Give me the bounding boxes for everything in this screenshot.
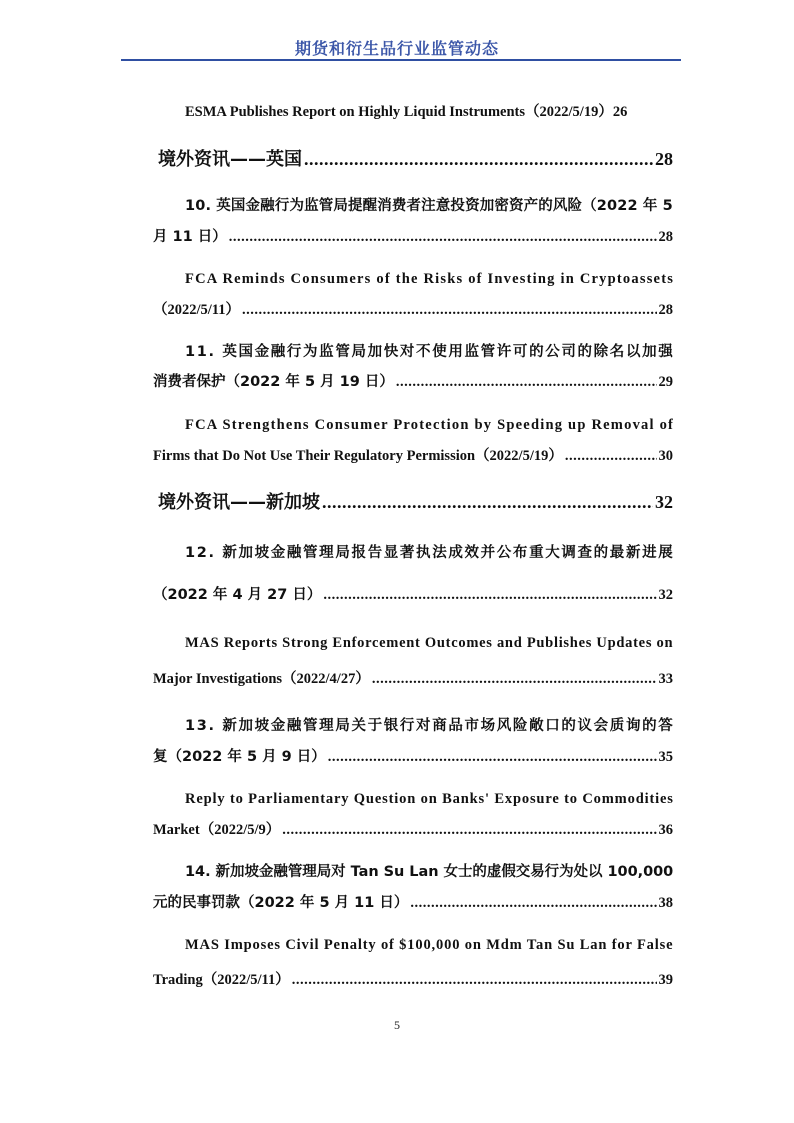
toc-entry-title-cont: 元的民事罚款（2022 年 5 月 11 日）: [153, 895, 409, 911]
toc-entry-14-line2[interactable]: [153, 893, 673, 913]
toc-entry-13-line2[interactable]: [153, 747, 673, 767]
page-number: 5: [394, 1018, 400, 1032]
toc-section-title: 境外资讯——英国: [158, 149, 302, 170]
toc-entry-title: FCA Strengthens Consumer Protection by Speeding up Removal of: [185, 417, 675, 433]
toc-entry-fca-removal-line2[interactable]: [153, 446, 673, 466]
toc-page-number: 32: [658, 587, 673, 603]
header-title: 期货和衍生品行业监管动态: [294, 39, 499, 58]
toc-page-number: 36: [658, 822, 673, 838]
toc-entry-title: 14. 新加坡金融管理局对 Tan Su Lan 女士的虚假交易行为处以 100,000: [185, 864, 674, 880]
toc-entry-title-cont: （2022 年 4 月 27 日）: [153, 587, 322, 603]
toc-entry-title: MAS Imposes Civil Penalty of $100,000 on Mdm Tan Su Lan for False: [185, 937, 674, 953]
header-divider: [121, 59, 681, 61]
toc-leader: [372, 669, 657, 689]
toc-page-number: 28: [658, 302, 673, 318]
toc-leader: [328, 747, 657, 767]
toc-entry-mas-penalty-line2[interactable]: [153, 970, 673, 990]
toc-page-number: 30: [658, 448, 673, 464]
toc-page-number: 35: [658, 749, 673, 765]
toc-leader: [323, 585, 656, 605]
toc-entry-title: 13. 新加坡金融管理局关于银行对商品市场风险敞口的议会质询的答: [185, 718, 675, 734]
toc-entry-11-line2[interactable]: [153, 372, 673, 392]
toc-leader: [565, 446, 657, 466]
toc-page-number: 39: [658, 972, 673, 988]
toc-entry-title-cont: Firms that Do Not Use Their Regulatory Permission（2022/5/19）: [153, 448, 563, 464]
toc-entry-title-cont: 月 11 日）: [153, 229, 227, 245]
toc-entry-parliament-line2[interactable]: [153, 820, 673, 840]
toc-entry-fca-crypto-line1[interactable]: [185, 269, 673, 289]
toc-entry-fca-removal-line1[interactable]: [185, 415, 673, 435]
toc-entry-title-cont: Market（2022/5/9）: [153, 822, 281, 838]
toc-entry-title-cont: 复（2022 年 5 月 9 日）: [153, 749, 326, 765]
toc-entry-title-cont: （2022/5/11）: [153, 302, 241, 318]
toc-entry-title: 12. 新加坡金融管理局报告显著执法成效并公布重大调查的最新进展: [185, 545, 675, 561]
toc-section-uk[interactable]: [158, 147, 673, 172]
toc-entry-mas-enforcement-line2[interactable]: [153, 669, 673, 689]
toc-entry-mas-enforcement-line1[interactable]: [185, 633, 673, 653]
toc-leader: [282, 820, 656, 840]
toc-leader: [396, 372, 657, 392]
toc-entry-12-line1[interactable]: [185, 543, 673, 563]
toc-page-number: 29: [658, 374, 673, 390]
toc-leader: [410, 893, 656, 913]
toc-entry-12-line2[interactable]: [153, 585, 673, 605]
toc-entry-fca-crypto-line2[interactable]: [153, 300, 673, 320]
toc-page-number: 38: [658, 895, 673, 911]
toc-leader: [229, 227, 657, 247]
toc-entry-14-line1[interactable]: [185, 862, 673, 882]
toc-page-number: 32: [655, 492, 673, 512]
toc-entry-mas-penalty-line1[interactable]: [185, 935, 673, 955]
toc-leader: [304, 147, 653, 171]
toc-entry-title: 11. 英国金融行为监管局加快对不使用监管许可的公司的除名以加强: [185, 344, 675, 360]
toc-entry-title: FCA Reminds Consumers of the Risks of Investing in Cryptoassets: [185, 271, 675, 287]
toc-entry-title: MAS Reports Strong Enforcement Outcomes and Publishes Updates on: [185, 635, 674, 651]
toc-page-number: 26: [612, 104, 628, 120]
toc-entry-title-cont: Trading（2022/5/11）: [153, 972, 290, 988]
toc-entry-parliament-line1[interactable]: [185, 789, 673, 809]
toc-leader: [322, 490, 653, 514]
toc-entry-title: Reply to Parliamentary Question on Banks' Exposure to Commodities: [185, 791, 674, 807]
toc-leader: [292, 970, 657, 990]
toc-entry-10-line1[interactable]: [185, 196, 673, 216]
toc-leader: [242, 300, 656, 320]
toc-page-number: 28: [655, 149, 673, 169]
toc-section-singapore[interactable]: [158, 490, 673, 515]
toc-entry-10-line2[interactable]: [153, 227, 673, 247]
toc-entry-esma-report[interactable]: [185, 102, 673, 122]
toc-entry-title-cont: Major Investigations（2022/4/27）: [153, 671, 370, 687]
toc-page-number: 33: [658, 671, 673, 687]
toc-entry-title: ESMA Publishes Report on Highly Liquid Instruments（2022/5/19）: [185, 104, 613, 120]
toc-entry-title-cont: 消费者保护（2022 年 5 月 19 日）: [153, 374, 394, 390]
toc-entry-title: 10. 英国金融行为监管局提醒消费者注意投资加密资产的风险（2022 年 5: [185, 198, 673, 214]
toc-entry-13-line1[interactable]: [185, 716, 673, 736]
toc-section-title: 境外资讯——新加坡: [158, 492, 320, 513]
toc-entry-11-line1[interactable]: [185, 342, 673, 362]
toc-page-number: 28: [658, 229, 673, 245]
